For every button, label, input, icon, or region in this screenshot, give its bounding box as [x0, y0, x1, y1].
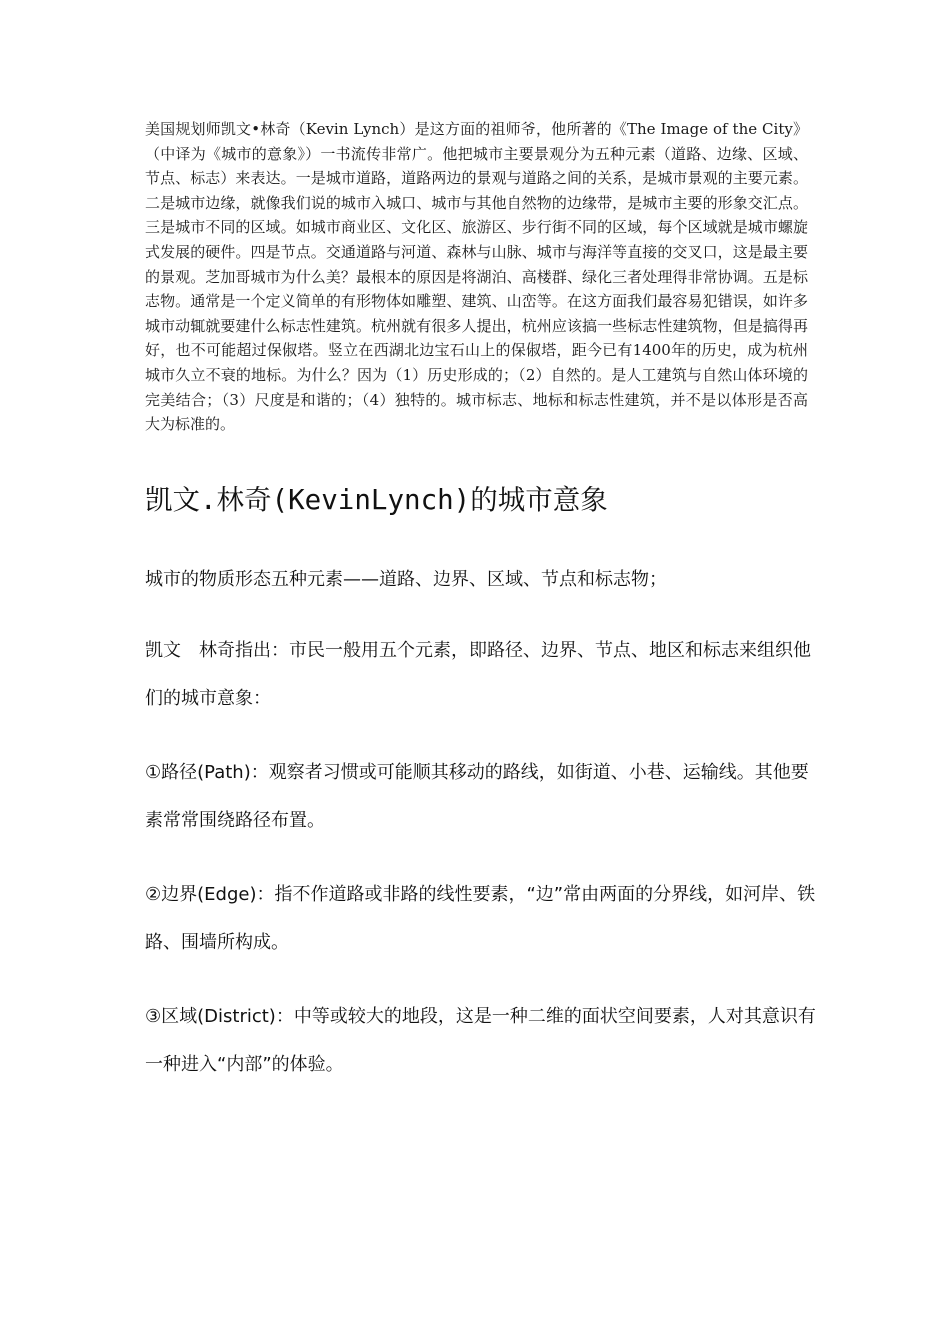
path-element-paragraph: ①路径(Path)：观察者习惯或可能顺其移动的路线，如街道、小巷、运输线。其他要素常常围绕路径布置。 [145, 762, 809, 831]
lynch-points-paragraph: 凯文 林奇指出：市民一般用五个元素，即路径、边界、节点、地区和标志来组织他们的城市意象： [145, 640, 811, 709]
edge-element-paragraph: ②边界(Edge)：指不作道路或非路的线性要素，“边”常由两面的分界线，如河岸、铁路、围墙所构成。 [145, 884, 816, 953]
intro-paragraph: 美国规划师凯文•林奇（Kevin Lynch）是这方面的祖师爷，他所著的《The Image of the City》（中译为《城市的意象》）一书流传非常广。他把城市主要景观分为五种元素（道路、边缘、区域、节点、标志）来表达。一是城市道路，道路两边的景观与道路之间的关系，是城市景观的主要元素。二是城市边缘，就像我们说的城市入城口、城市与其他自然物的边缘带，是城市主要的形象交汇点。三是城市不同的区域。如城市商业区、文化区、旅游区、步行街不同的区域，每个区域就是城市螺旋式发展的硬件。四是节点。交通道路与河道、森林与山脉、城市与海洋等直接的交叉口，这是最主要的景观。芝加哥城市为什么美？最根本的原因是将湖泊、高楼群、绿化三者处理得非常协调。五是标志物。通常是一个定义简单的有形物体如雕塑、建筑、山峦等。在这方面我们最容易犯错误，如许多城市动辄就要建什么标志性建筑。杭州就有很多人提出，杭州应该搞一些标志性建筑物，但是搞得再好，也不可能超过保俶塔。竖立在西湖北边宝石山上的保俶塔，距今已有1400年的历史，成为杭州城市久立不衰的地标。为什么？因为（1）历史形成的；（2）自然的。是人工建筑与自然山体环境的完美结合；（3）尺度是和谐的；（4）独特的。城市标志、地标和标志性建筑，并不是以体形是否高大为标准的。 [145, 120, 808, 434]
district-element-paragraph: ③区域(District)：中等或较大的地段，这是一种二维的面状空间要素，人对其意识有一种进入“内部”的体验。 [145, 1006, 816, 1075]
five-elements-paragraph: 城市的物质形态五种元素——道路、边界、区域、节点和标志物； [145, 569, 667, 590]
section-heading: 凯文.林奇(KevinLynch)的城市意象 [145, 484, 608, 516]
